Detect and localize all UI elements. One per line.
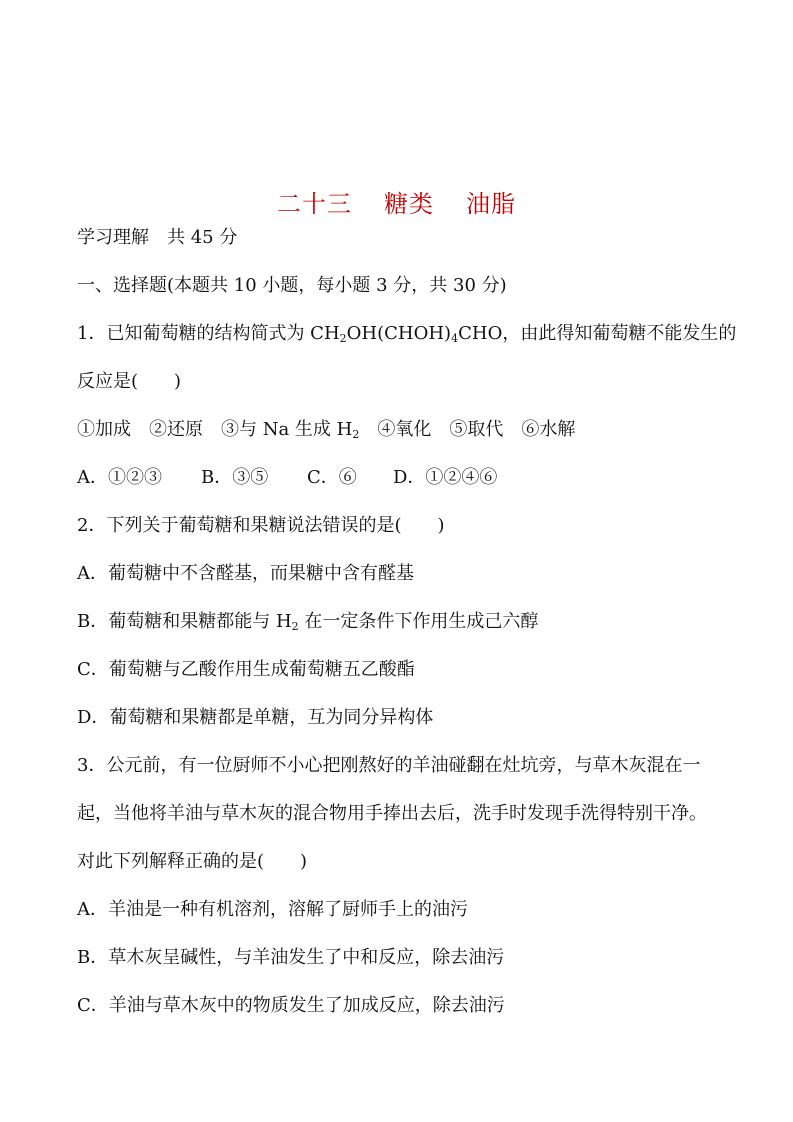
q3-option-a: A．羊油是一种有机溶剂，溶解了厨师手上的油污 <box>77 899 468 920</box>
page-title <box>0 184 793 219</box>
q1-sub-4: 4 <box>451 332 459 345</box>
title-part2: 油脂 <box>466 190 516 218</box>
q2-option-c: C．葡萄糖与乙酸作用生成葡萄糖五乙酸酯 <box>77 659 415 680</box>
part-heading: 一、选择题(本题共 10 小题，每小题 3 分，共 30 分) <box>77 275 507 296</box>
q1-option-c: C．⑥ <box>307 467 357 488</box>
q3-stem-line1: 3．公元前，有一位厨师不小心把刚熬好的羊油碰翻在灶坑旁，与草木灰混在一 <box>77 755 701 776</box>
q2-option-b <box>77 610 538 634</box>
q2-option-a: A．葡萄糖中不含醛基，而果糖中含有醛基 <box>77 563 414 584</box>
q3-stem-line2: 起，当他将羊油与草木灰的混合物用手捧出去后，洗手时发现手洗得特别干净。 <box>77 803 707 824</box>
q1-choices <box>77 418 575 442</box>
q1-stem-a: 1．已知葡萄糖的结构简式为 CH <box>77 323 340 344</box>
title-part1: 糖类 <box>384 190 434 218</box>
q1-option-b: B．③⑤ <box>201 467 269 488</box>
q1-stem <box>77 322 736 346</box>
q2-option-b-sub: 2 <box>291 620 299 633</box>
q1-options <box>77 466 497 490</box>
q2-option-b-a: B．葡萄糖和果糖都能与 H <box>77 611 292 632</box>
title-number: 二十三 <box>277 190 352 218</box>
q2-option-d: D．葡萄糖和果糖都是单糖，互为同分异构体 <box>77 707 434 728</box>
q3-stem-line3: 对此下列解释正确的是( ) <box>77 851 308 872</box>
q2-stem: 2．下列关于葡萄糖和果糖说法错误的是( ) <box>77 515 445 536</box>
q1-choices-a: ①加成 ②还原 ③与 Na 生成 H <box>77 419 353 440</box>
q3-option-c: C．羊油与草木灰中的物质发生了加成反应，除去油污 <box>77 995 505 1016</box>
q1-option-d: D．①②④⑥ <box>393 467 498 488</box>
q1-stem-c: CHO，由此得知葡萄糖不能发生的 <box>458 323 737 344</box>
section-label: 学习理解 共 45 分 <box>77 227 238 248</box>
q1-option-a: A．①②③ <box>77 467 162 488</box>
q3-option-b: B．草木灰呈碱性，与羊油发生了中和反应，除去油污 <box>77 947 505 968</box>
q2-option-b-b: 在一定条件下作用生成己六醇 <box>298 611 539 632</box>
q1-choices-b: ④氧化 ⑤取代 ⑥水解 <box>359 419 576 440</box>
q1-stem-line2: 反应是( ) <box>77 371 182 392</box>
q1-choices-sub: 2 <box>352 428 360 441</box>
q1-sub-2: 2 <box>339 332 347 345</box>
q1-stem-b: OH(CHOH) <box>346 323 452 344</box>
